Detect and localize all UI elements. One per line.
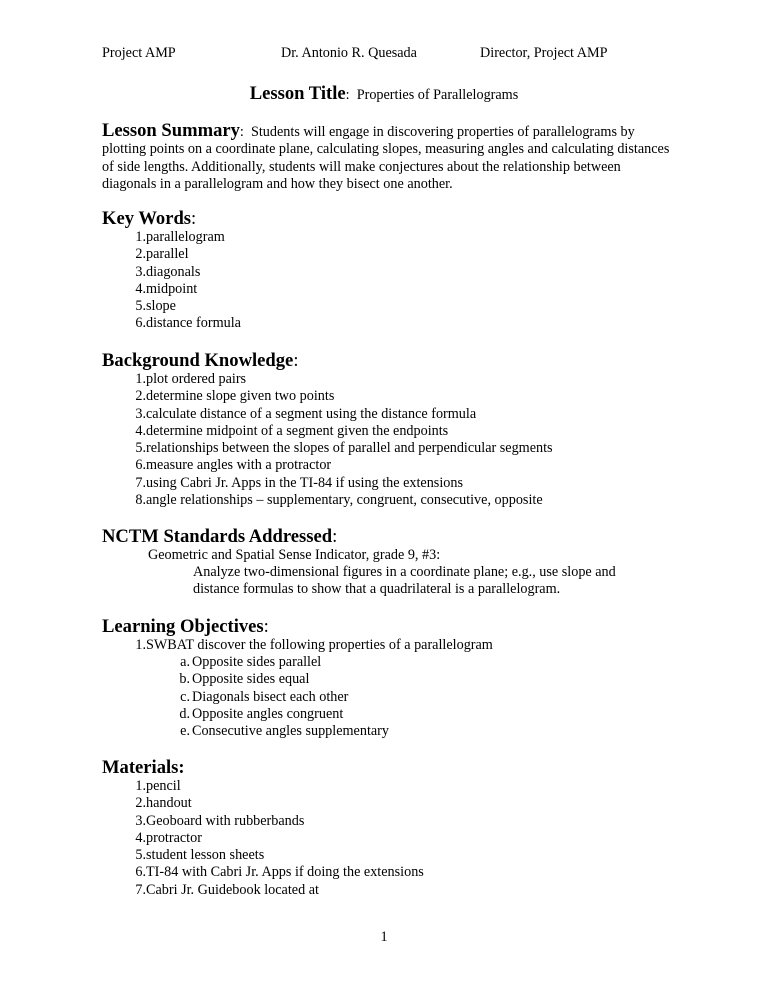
list-item: 1. plot ordered pairs — [135, 371, 247, 387]
list-item: 5. relationships between the slopes of parallel and perpendicular segments — [135, 440, 553, 457]
lesson-title: Lesson Title: Properties of Parallelograms — [249, 83, 519, 104]
learning-objectives-sublist — [102, 654, 602, 740]
header-role: Director, Project AMP — [480, 45, 608, 61]
list-item: 4. protractor — [135, 829, 202, 846]
key-words-list — [102, 229, 502, 333]
nctm-standards-heading: NCTM Standards Addressed: — [102, 526, 338, 547]
materials-list — [102, 778, 502, 899]
page-number: 1 — [380, 929, 388, 945]
list-item: 5. student lesson sheets — [135, 847, 265, 864]
nctm-indicator: Geometric and Spatial Sense Indicator, grade 9, #3: — [148, 547, 441, 563]
list-item: c. Diagonals bisect each other — [180, 688, 349, 705]
list-item: a. Opposite sides parallel — [180, 654, 322, 670]
list-item: 2. handout — [135, 795, 192, 812]
background-knowledge-heading: Background Knowledge: — [102, 350, 299, 371]
list-item: 6. distance formula — [135, 315, 241, 332]
list-item: 6. TI-84 with Cabri Jr. Apps if doing the extensions — [135, 864, 424, 881]
list-item: 3. diagonals — [135, 263, 201, 280]
header-author: Dr. Antonio R. Quesada — [281, 45, 417, 61]
list-item: 3. calculate distance of a segment using the distance formula — [135, 405, 477, 422]
lesson-title-label: Lesson Title — [249, 83, 346, 104]
list-item: 7. using Cabri Jr. Apps in the TI-84 if using the extensions — [135, 474, 463, 491]
list-item: 8. angle relationships – supplementary, congruent, consecutive, opposite — [135, 492, 543, 509]
list-item: 4. determine midpoint of a segment given the endpoints — [135, 422, 449, 439]
list-item: 6. measure angles with a protractor — [135, 457, 332, 474]
materials-heading: Materials: — [102, 757, 185, 778]
list-item: 3. Geoboard with rubberbands — [135, 812, 305, 829]
learning-objectives-heading: Learning Objectives: — [102, 616, 269, 637]
lesson-title-value: Properties of Parallelograms — [356, 87, 519, 103]
list-item: 1. SWBAT discover the following properties of a parallelogram — [135, 637, 493, 653]
list-item: 1. parallelogram — [135, 229, 225, 245]
learning-objectives-list — [102, 637, 602, 654]
lesson-summary-text: Students will engage in discovering properties of parallelograms by plotting points on a coordinate plane, calculating slopes, measuring angles and calculating distances of side lengths. Additionally, students will make conjectures about the relationship between diagonals in a parallelogram and how they bisect one another. — [102, 124, 670, 192]
list-item: 4. midpoint — [135, 280, 198, 297]
header-project: Project AMP — [102, 45, 176, 61]
list-item: e. Consecutive angles supplementary — [180, 723, 389, 740]
list-item: 7. Cabri Jr. Guidebook located at — [135, 881, 319, 898]
list-item: d. Opposite angles congruent — [179, 705, 344, 722]
background-knowledge-list — [102, 371, 662, 509]
list-item: 1. pencil — [135, 778, 181, 794]
list-item: b. Opposite sides equal — [179, 671, 310, 688]
nctm-description-line2: distance formulas to show that a quadrilateral is a parallelogram. — [193, 581, 561, 597]
nctm-description-line1: Analyze two-dimensional figures in a coordinate plane; e.g., use slope and — [193, 564, 616, 580]
lesson-summary-heading: Lesson Summary — [102, 120, 240, 141]
key-words-heading: Key Words: — [102, 208, 197, 229]
list-item: 5. slope — [135, 298, 176, 315]
lesson-summary: Lesson Summary: Students will engage in discovering properties of parallelograms by plotting points on a coordinate plane, calculating slopes, measuring angles and calculating distances of side lengths. Additionally, students will make conjectures about the relationship between diagonals in a parallelogram and how they bisect one another. — [102, 120, 670, 192]
list-item: 2. determine slope given two points — [135, 388, 335, 405]
list-item: 2. parallel — [135, 246, 189, 263]
